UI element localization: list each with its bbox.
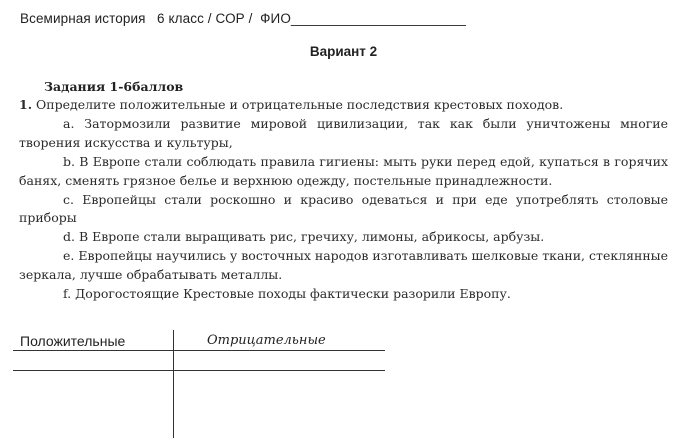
option-e: e. Европейцы научились у восточных народов изготавливать шелковые ткани, стеклянные зеркала, лучше обрабатывать металлы. — [19, 248, 668, 283]
option-c: c. Европейцы стали роскошно и красиво одеваться и при еде употреблять столовые приборы — [19, 191, 668, 226]
negative-column-header: Отрицательные — [207, 333, 326, 348]
section-title: Задания 1-6баллов — [44, 79, 184, 94]
variant-title: Вариант 2 — [309, 44, 378, 59]
table-column-divider — [173, 330, 174, 438]
worksheet-header: Всемирная история 6 класс / СОР / ФИО_______________________ — [20, 11, 466, 26]
option-f: f. Дорогостоящие Крестовые походы фактически разорили Европу. — [63, 286, 511, 302]
table-row-divider — [13, 370, 385, 371]
table-header-divider — [13, 350, 385, 351]
positive-column-header: Положительные — [20, 333, 126, 349]
option-d: d. В Европе стали выращивать рис, гречиху, лимоны, абрикосы, арбузы. — [63, 229, 545, 245]
option-b: b. В Европе стали соблюдать правила гигиены: мыть руки перед едой, купаться в горячих банях, сменять грязное белье и верхнюю одежду, постельные принадлежности. — [19, 153, 668, 188]
question-text: Определите положительные и отрицательные последствия крестовых походов. — [32, 97, 564, 112]
question-number: 1. — [19, 97, 33, 112]
option-a: a. Затормозили развитие мировой цивилизации, так как были уничтожены многие творения искусства и культуры, — [19, 115, 668, 150]
